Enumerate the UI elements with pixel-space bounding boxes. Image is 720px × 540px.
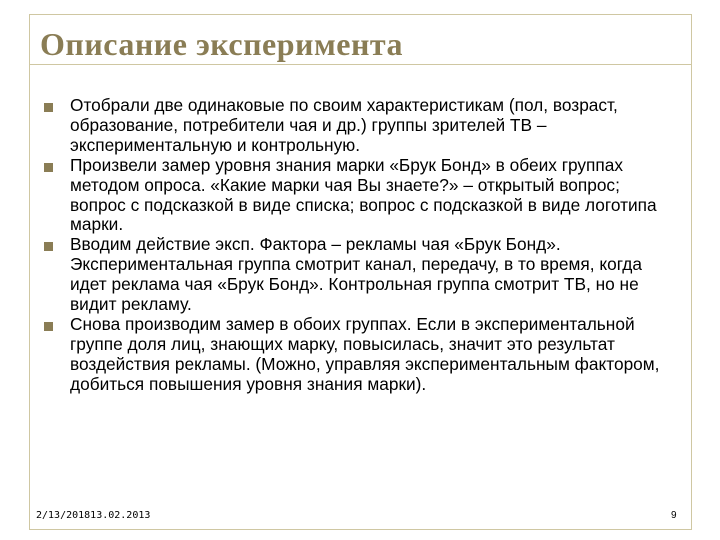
bullet-item <box>44 156 669 236</box>
bullet-text: Произвели замер уровня знания марки «Брук Бонд» в обеих группах методом опроса. «Какие марки чая Вы знаете?» – открытый вопрос; вопрос с подсказкой в виде списка; вопрос с подсказкой в виде логотипа марки. <box>70 154 657 235</box>
bullet-item <box>44 235 669 315</box>
bullet-text: Отобрали две одинаковые по своим характеристикам (пол, возраст, образование, потребители чая и др.) группы зрителей ТВ – экспериментальную и контрольную. <box>70 95 618 155</box>
title-divider <box>29 64 692 65</box>
bullet-text: Вводим действие эксп. Фактора – рекламы чая «Брук Бонд». Экспериментальная группа смотрит канал, передачу, в то время, когда идет реклама чая «Брук Бонд». Контрольная группа смотрит ТВ, но не видит рекламу. <box>70 234 642 315</box>
bullet-list <box>44 96 669 395</box>
footer-date: 2/13/201813.02.2013 <box>36 510 151 521</box>
bullet-text: Снова производим замер в обоих группах. Если в экспериментальной группе доля лиц, знающих марку, повысилась, значит это результат воздействия рекламы. (Можно, управляя экспериментальным фактором, добиться повышения уровня знания марки). <box>70 313 660 394</box>
square-bullet-icon <box>44 242 53 251</box>
square-bullet-icon <box>44 163 53 172</box>
square-bullet-icon <box>44 322 53 331</box>
bullet-item <box>44 315 669 395</box>
bullet-item <box>44 96 669 156</box>
slide-title: Описание эксперимента <box>40 26 404 62</box>
page-number: 9 <box>671 510 677 521</box>
square-bullet-icon <box>44 103 53 112</box>
